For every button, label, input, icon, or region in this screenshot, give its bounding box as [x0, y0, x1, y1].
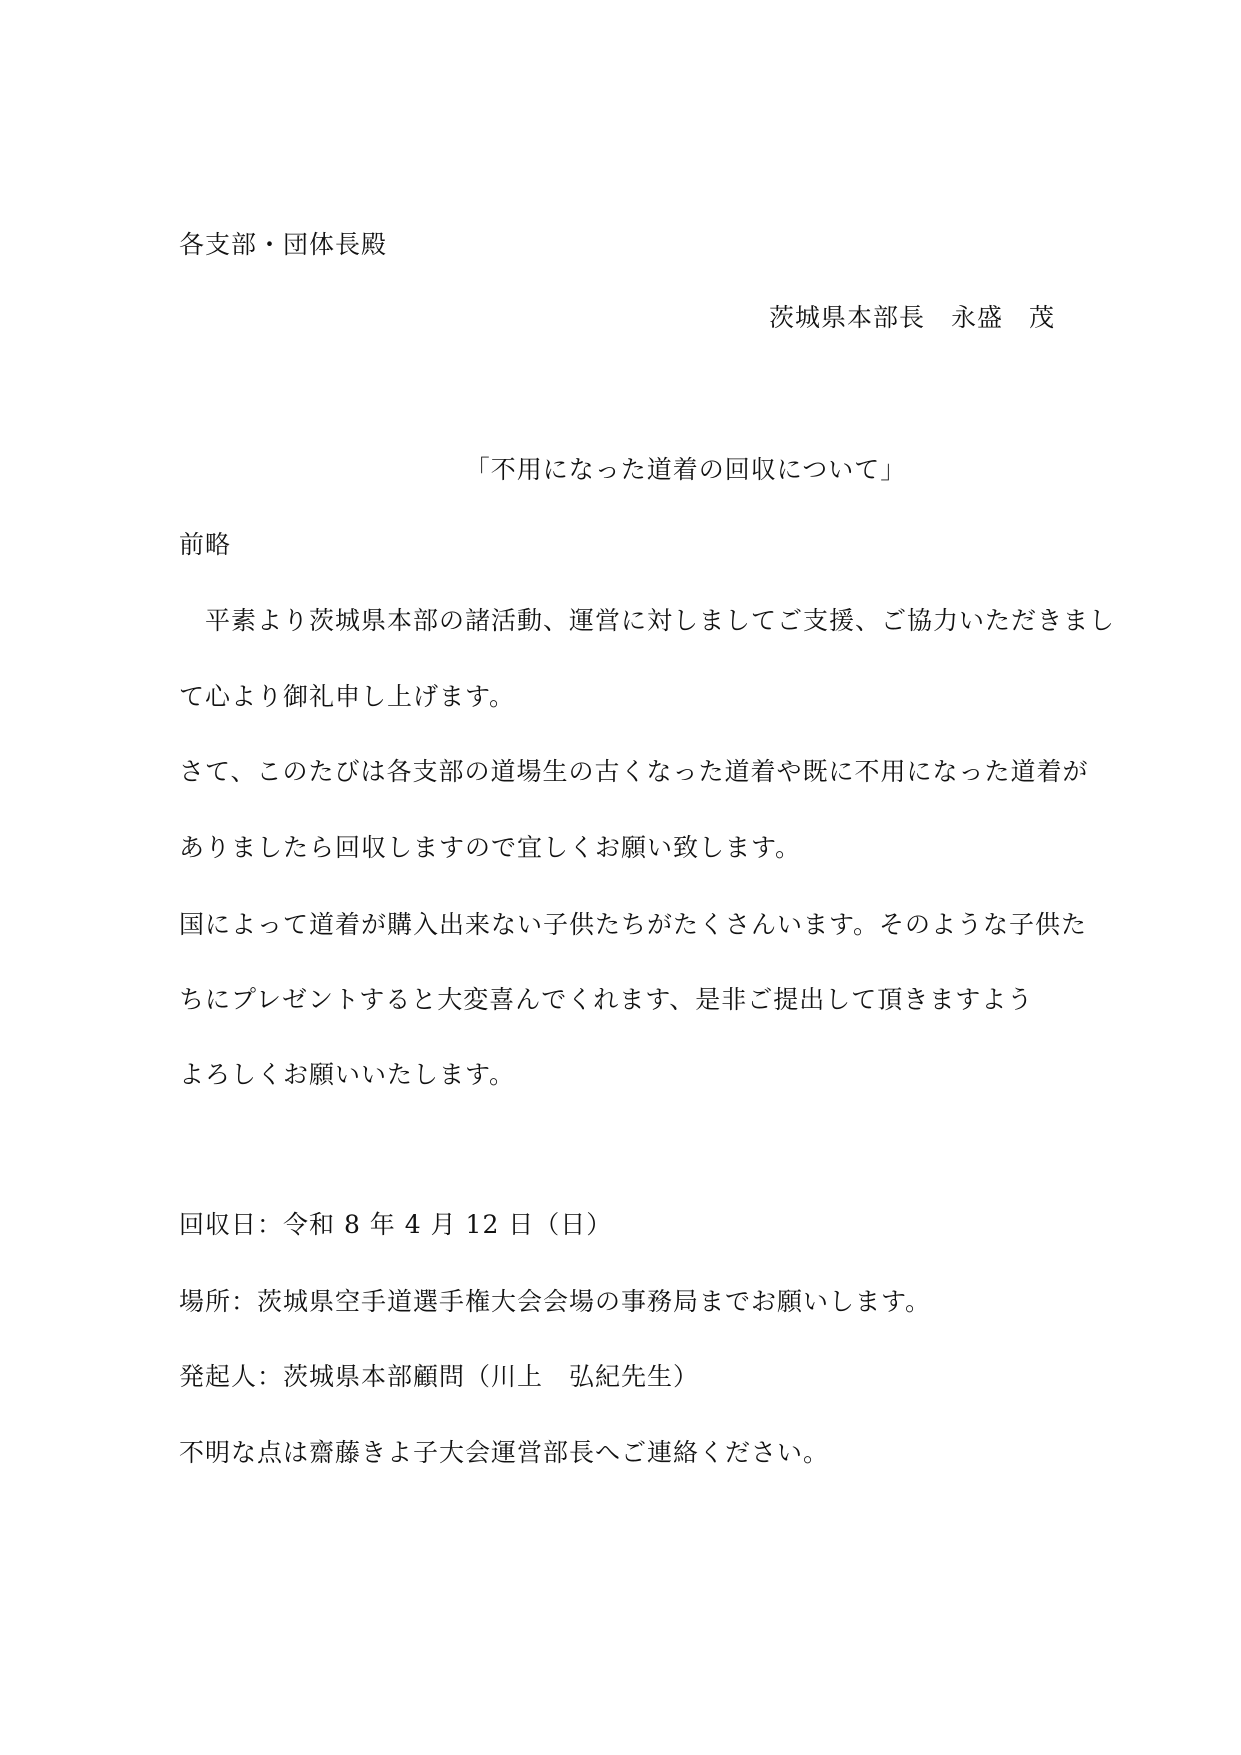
- body-line: よろしくお願いいたします。: [179, 1060, 516, 1089]
- document-title: 「不用になった道着の回収について」: [464, 455, 907, 484]
- body-line: て心より御礼申し上げます。: [179, 682, 516, 711]
- body-line: 平素より茨城県本部の諸活動、運営に対しましてご支援、ご協力いただきまし: [179, 606, 1116, 635]
- collection-location: 場所：茨城県空手道選手権大会会場の事務局までお願いします。: [179, 1287, 932, 1316]
- body-line: ありましたら回収しますので宜しくお願い致します。: [179, 833, 802, 862]
- collection-date: 回収日：令和 8 年 4 月 12 日（日）: [179, 1210, 613, 1239]
- initiator: 発起人：茨城県本部顧問（川上 弘紀先生）: [179, 1362, 700, 1391]
- addressee: 各支部・団体長殿: [179, 230, 388, 259]
- body-line: さて、このたびは各支部の道場生の古くなった道着や既に不用になった道着が: [179, 757, 1089, 786]
- sender: 茨城県本部長 永盛 茂: [768, 303, 1055, 332]
- contact-note: 不明な点は齋藤きよ子大会運営部長へご連絡ください。: [179, 1438, 830, 1467]
- body-line: ちにプレゼントすると大変喜んでくれます、是非ご提出して頂きますよう: [179, 985, 1034, 1014]
- greeting: 前略: [179, 530, 232, 559]
- body-line: 国によって道着が購入出来ない子供たちがたくさんいます。そのような子供た: [179, 910, 1088, 939]
